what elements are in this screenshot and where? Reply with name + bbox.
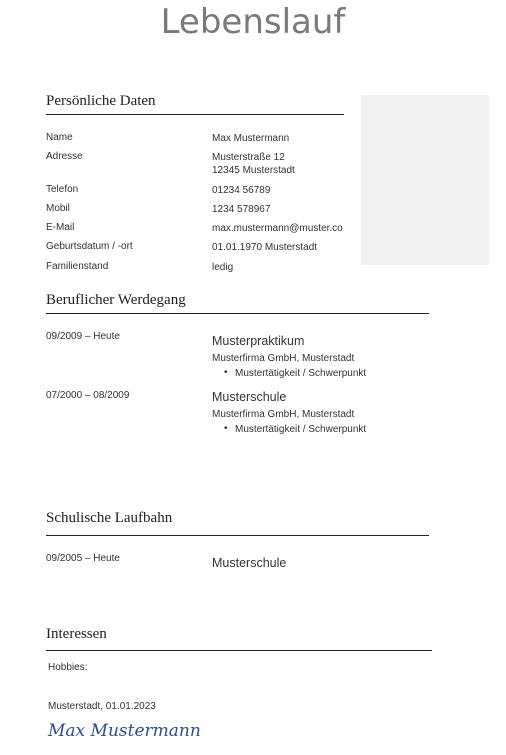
section-divider xyxy=(46,114,344,115)
list-item: • Mustertätigkeit / Schwerpunkt xyxy=(212,424,366,435)
career-title: Musterpraktikum xyxy=(212,334,305,348)
value-phone: 01234 56789 xyxy=(212,185,271,196)
label-phone: Telefon xyxy=(46,184,79,195)
label-mobile: Mobil xyxy=(46,203,70,214)
value-address-street: Musterstraße 12 xyxy=(212,152,285,163)
section-heading-school: Schulische Laufbahn xyxy=(46,510,173,526)
school-date: 09/2005 – Heute xyxy=(46,553,120,564)
career-date: 09/2009 – Heute xyxy=(46,331,120,342)
career-company: Musterfirma GmbH, Musterstadt xyxy=(212,409,355,420)
label-email: E-Mail xyxy=(46,222,75,233)
section-divider xyxy=(46,313,429,314)
career-date: 07/2000 – 08/2009 xyxy=(46,390,130,401)
signature: Max Mustermann xyxy=(48,721,201,741)
label-birth: Geburtsdatum / -ort xyxy=(46,241,133,252)
label-address: Adresse xyxy=(46,151,83,162)
section-heading-career: Beruflicher Werdegang xyxy=(46,292,186,308)
photo-placeholder xyxy=(361,95,489,265)
value-marital: ledig xyxy=(212,262,234,273)
career-bullets xyxy=(212,368,366,379)
section-divider xyxy=(46,650,432,651)
career-title: Musterschule xyxy=(212,390,287,404)
career-bullets xyxy=(212,424,366,435)
value-birth: 01.01.1970 Musterstadt xyxy=(212,242,318,253)
section-heading-personal: Persönliche Daten xyxy=(46,93,156,109)
section-heading-interests: Interessen xyxy=(46,626,107,642)
value-mobile: 1234 578967 xyxy=(212,204,271,215)
value-email[interactable]: max.mustermann@muster.co xyxy=(212,223,343,234)
section-divider xyxy=(46,535,429,536)
label-name: Name xyxy=(46,132,73,143)
school-title: Musterschule xyxy=(212,556,287,570)
place-date: Musterstadt, 01.01.2023 xyxy=(48,701,156,712)
value-name: Max Mustermann xyxy=(212,133,290,144)
value-address-city: 12345 Musterstadt xyxy=(212,165,295,176)
label-marital: Familienstand xyxy=(46,261,109,272)
career-company: Musterfirma GmbH, Musterstadt xyxy=(212,353,355,364)
page-title: Lebenslauf xyxy=(160,2,346,42)
list-item: • Mustertätigkeit / Schwerpunkt xyxy=(212,368,366,379)
hobbies-label: Hobbies: xyxy=(48,662,88,673)
